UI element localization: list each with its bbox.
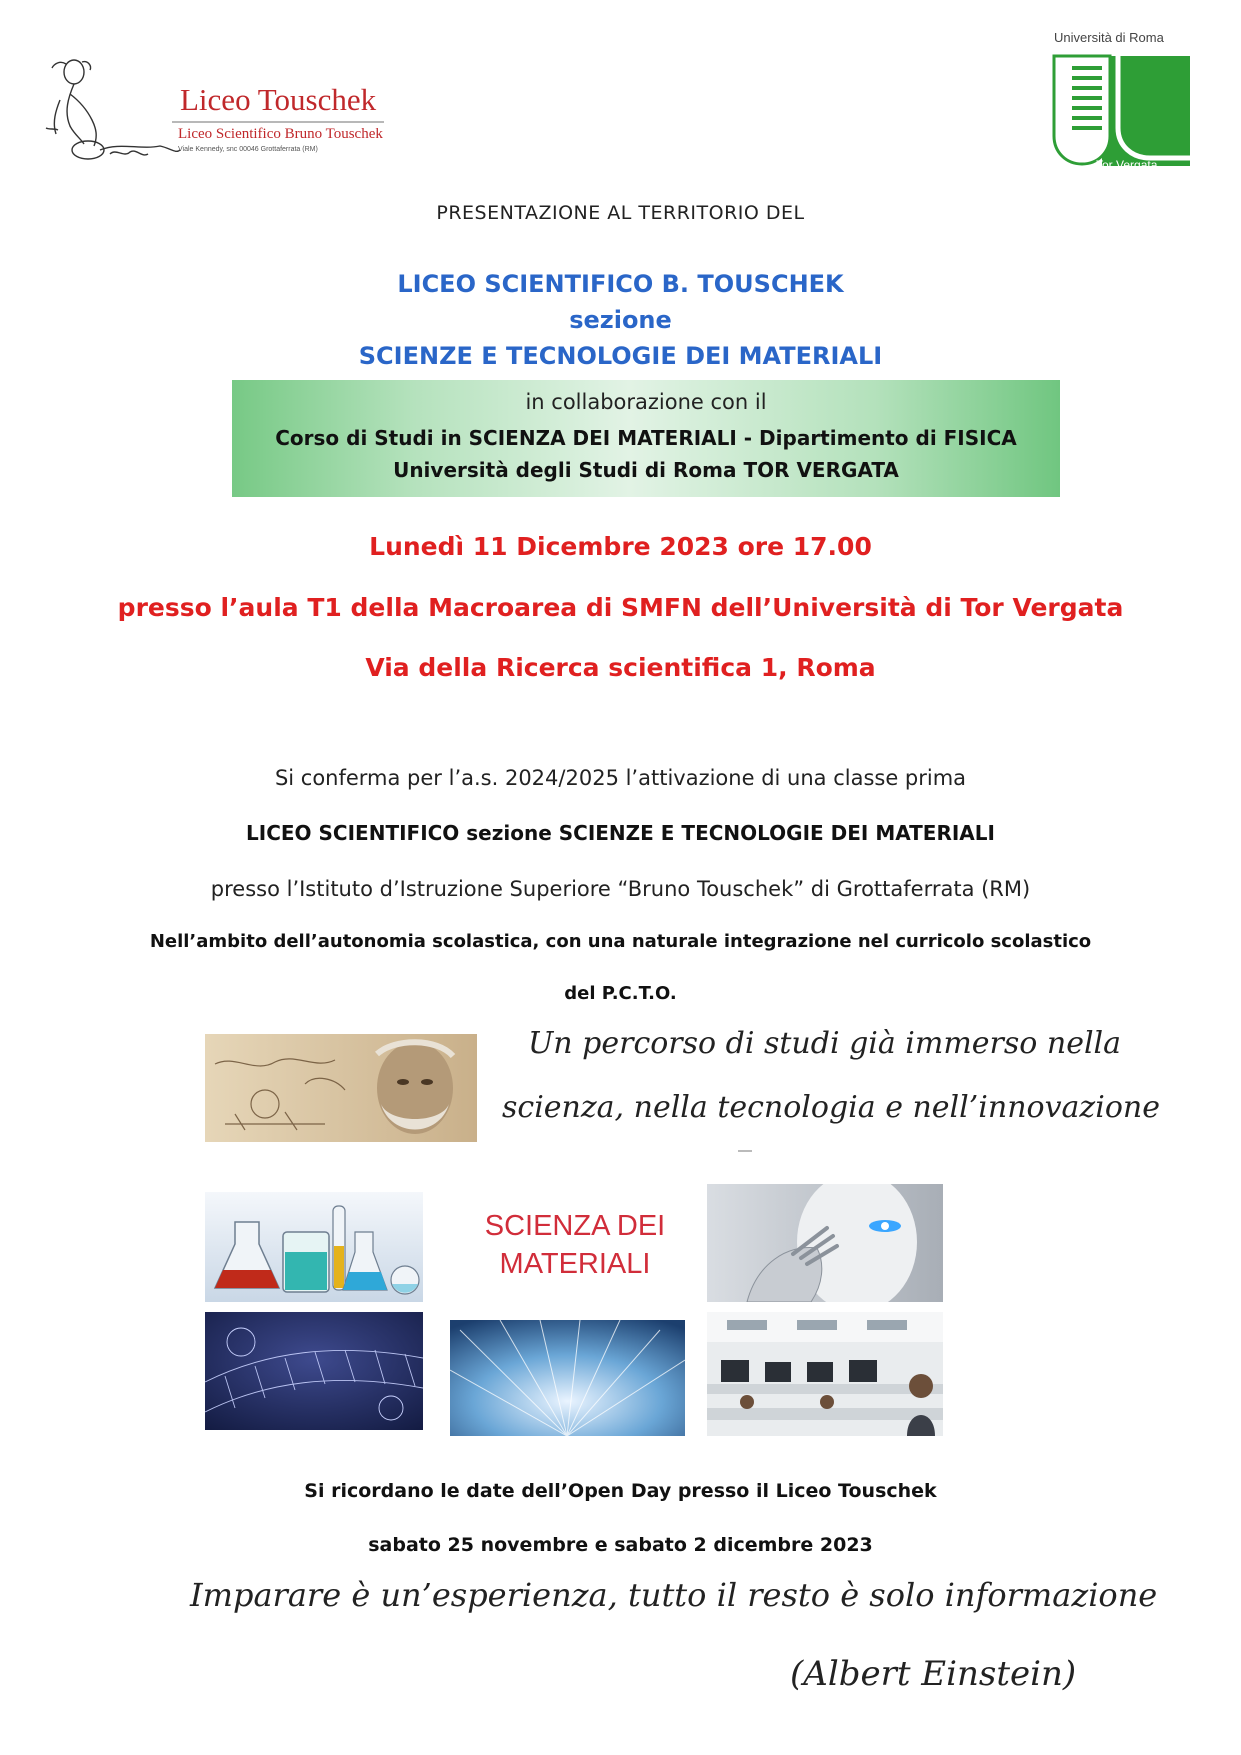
- tor-vergata-logo: [1050, 28, 1195, 178]
- leonardo-portrait-icon: [377, 1042, 453, 1134]
- scienza-materiali-tile: [450, 1192, 700, 1302]
- liceo-logo-address: Viale Kennedy, snc 00046 Grottaferrata (RM): [178, 146, 318, 153]
- liceo-logo-subtitle: Liceo Scientifico Bruno Touschek: [178, 126, 383, 142]
- collaboration-line-3: Università degli Studi di Roma TOR VERGATA: [393, 458, 899, 482]
- body-line-5: del P.C.T.O.: [564, 983, 677, 1004]
- title-line-2: sezione: [569, 306, 672, 334]
- computer-lab-image: [707, 1312, 943, 1436]
- collaboration-line-2: Corso di Studi in SCIENZA DEI MATERIALI - Dipartimento di FISICA: [275, 426, 1017, 450]
- intro-heading: PRESENTAZIONE AL TERRITORIO DEL: [436, 202, 805, 224]
- uni-logo-stripes: [1072, 68, 1102, 128]
- einstein-quote: Imparare è un’esperienza, tutto il resto è solo informazione: [190, 1576, 1158, 1614]
- leonardo-sketch-image: [205, 1034, 477, 1142]
- robot-ai-image: [707, 1184, 943, 1302]
- body-line-3: presso l’Istituto d’Istruzione Superiore “Bruno Touschek” di Grottaferrata (RM): [210, 877, 1031, 901]
- chemistry-flasks-image: [205, 1192, 423, 1302]
- body-line-1: Si conferma per l’a.s. 2024/2025 l’attivazione di una classe prima: [274, 766, 967, 790]
- uni-logo-green-block: [1102, 56, 1190, 166]
- open-day-line-2: sabato 25 novembre e sabato 2 dicembre 2023: [368, 1534, 873, 1556]
- optical-fiber-image: [450, 1320, 685, 1436]
- event-address: Via della Ricerca scientifica 1, Roma: [365, 653, 876, 682]
- event-venue: presso l’aula T1 della Macroarea di SMFN dell’Università di Tor Vergata: [117, 593, 1124, 622]
- title-line-1: LICEO SCIENTIFICO B. TOUSCHEK: [397, 270, 844, 298]
- open-day-line-1: Si ricordano le date dell’Open Day presso il Liceo Touschek: [304, 1480, 937, 1502]
- liceo-logo-divider: [172, 121, 384, 123]
- liceo-logo-name: Liceo Touschek: [180, 82, 377, 117]
- collage-title-line-2: MATERIALI: [499, 1248, 651, 1280]
- slogan-line-1: Un percorso di studi già immerso nella: [528, 1026, 1122, 1061]
- body-line-2: LICEO SCIENTIFICO sezione SCIENZE E TECNOLOGIE DEI MATERIALI: [246, 821, 995, 845]
- collaboration-line-1: in collaborazione con il: [525, 390, 767, 414]
- carbon-nanotube-image: [205, 1312, 423, 1430]
- university-logo-name: Università di Roma: [1054, 30, 1164, 45]
- title-line-3: SCIENZE E TECNOLOGIE DEI MATERIALI: [358, 342, 883, 370]
- slogan-line-2: scienza, nella tecnologia e nell’innovazione: [502, 1090, 1160, 1125]
- collage-title-line-1: SCIENZA DEI: [484, 1210, 666, 1242]
- decorative-mark: [738, 1150, 752, 1152]
- university-logo-place: Tor Vergata: [1096, 158, 1158, 172]
- touschek-sketch-icon: [46, 60, 180, 159]
- quote-author: (Albert Einstein): [790, 1654, 1077, 1694]
- body-line-4: Nell’ambito dell’autonomia scolastica, con una naturale integrazione nel curricolo scolastico: [149, 931, 1092, 952]
- event-date-time: Lunedì 11 Dicembre 2023 ore 17.00: [369, 532, 872, 561]
- collaboration-band: [232, 380, 1060, 497]
